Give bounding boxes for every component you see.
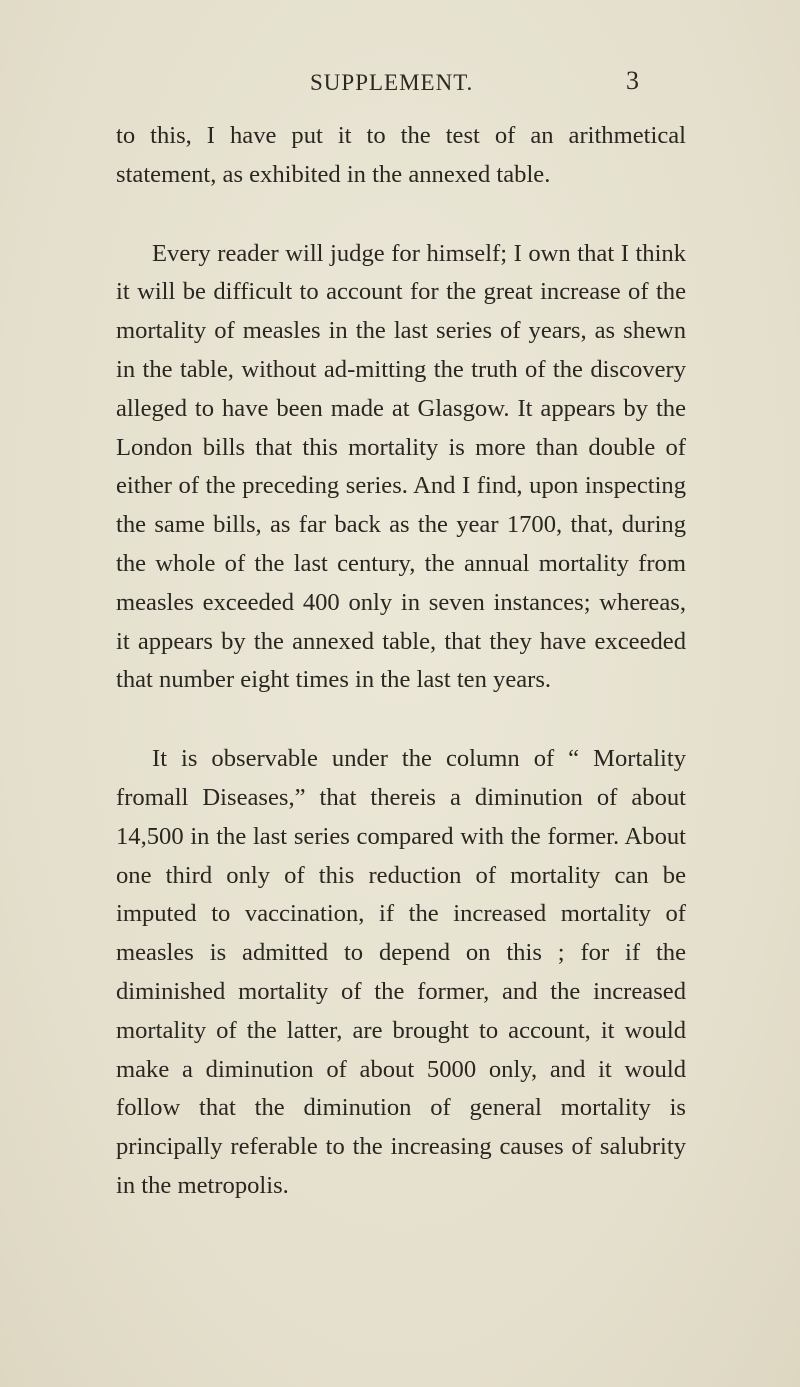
body-text	[116, 117, 686, 1206]
page-number: 3	[626, 66, 639, 95]
paragraph-continuation: to this, I have put it to the test of an arithmetical statement, as exhibited in the annexed table.	[116, 122, 686, 188]
running-head	[0, 66, 800, 110]
paragraph-general-mortality: It is observable under the column of “ Mortality fromall Diseases,” that thereis a diminution of about 14,500 in the last series compared with the former. About one third only of this reduction of mortality can be imputed to vaccination, if the increased mortality of measles is admitted to depend on this ; for if the diminished mortality of the former, and the increased mortality of the latter, are brought to account, it would make a diminution of about 5000 only, and it would follow that the diminution of general mortality is principally referable to the increasing causes of salubrity in the metropolis.	[116, 745, 686, 1199]
paragraph-measles-mortality: Every reader will judge for himself; I own that I think it will be difficult to account for the great increase of the mortality of measles in the last series of years, as shewn in the table, without ad-mitting the truth of the discovery alleged to have been made at Glasgow. It appears by the London bills that this mortality is more than double of either of the preceding series. And I find, upon inspecting the same bills, as far back as the year 1700, that, during the whole of the last century, the annual mortality from measles exceeded 400 only in seven instances; whereas, it appears by the annexed table, that they have exceeded that number eight times in the last ten years.	[116, 239, 686, 694]
running-title: SUPPLEMENT.	[310, 70, 474, 95]
